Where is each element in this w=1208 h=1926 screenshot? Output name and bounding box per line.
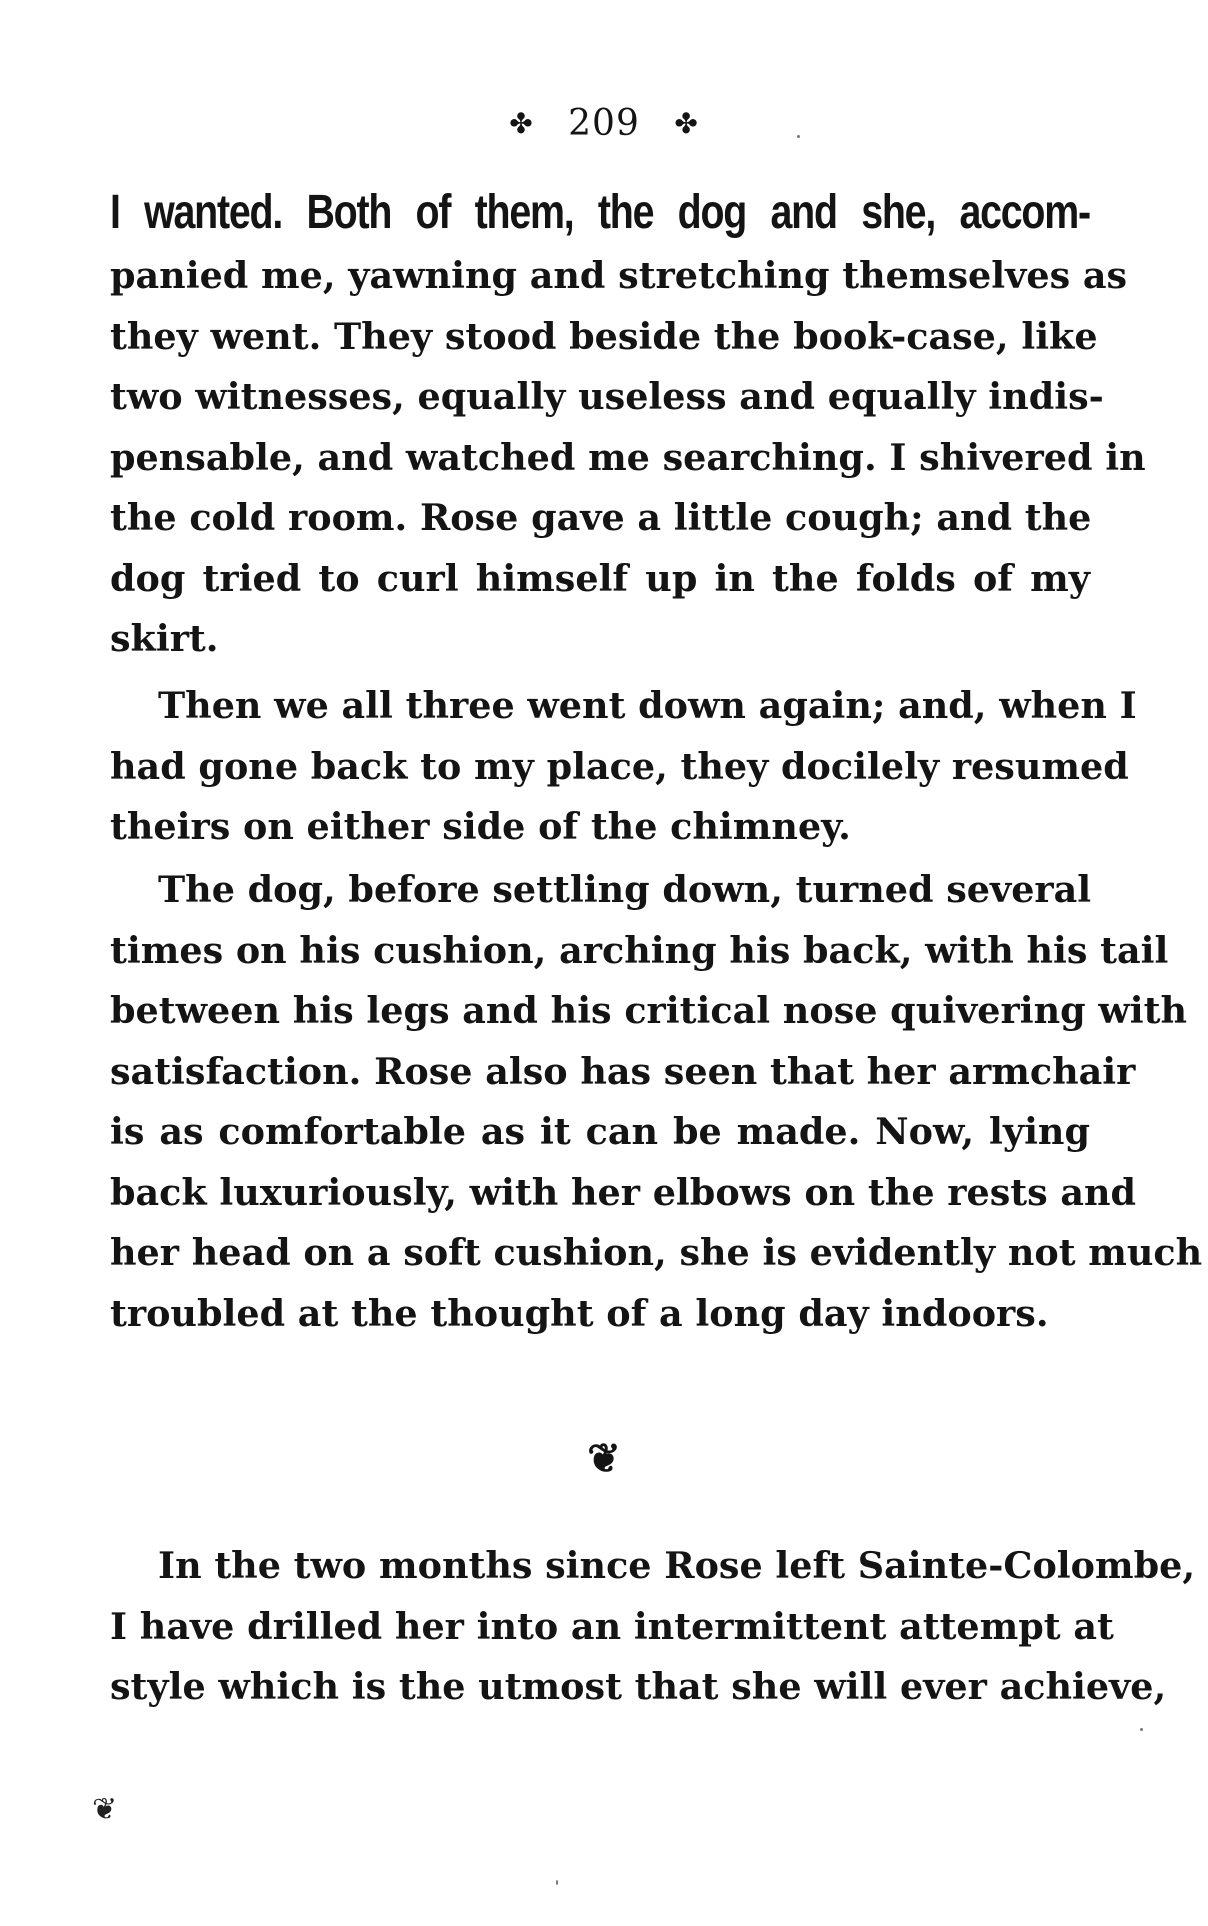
text-line: times on his cushion, arching his back, with his tail [110, 928, 1169, 972]
section-break-ornament-icon: ❦ [587, 1435, 621, 1482]
text-line: theirs on either side of the chimney. [110, 805, 851, 848]
text-line: had gone back to my place, they docilely resumed [110, 744, 1129, 788]
first-line: I wanted. Both of them, the dog and she, accom- [110, 186, 1090, 239]
text-line: they went. They stood beside the book-case, like [110, 314, 1098, 358]
text-line: her head on a soft cushion, she is evidently not much [110, 1231, 1203, 1274]
margin-flourish-icon: ❦ [92, 1792, 118, 1827]
scan-speck [556, 1880, 558, 1885]
scan-speck [797, 135, 800, 138]
paragraph [110, 860, 1203, 1344]
text-line: I have drilled her into an intermittent attempt at [110, 1604, 1114, 1648]
text-line: Then we all three went down again; and, when I [158, 684, 1137, 727]
text-line: dog tried to curl himself up in the folds of my [110, 556, 1090, 600]
text-line: two witnesses, equally useless and equally indis- [110, 375, 1104, 418]
text-line: the cold room. Rose gave a little cough; and the [110, 496, 1092, 539]
text-line: satisfaction. Rose also has seen that her armchair [110, 1049, 1136, 1093]
ornament-left-icon: ✤ [509, 106, 534, 140]
paragraph-continuation [110, 180, 1146, 670]
paragraph [110, 1536, 1196, 1718]
text-line: pensable, and watched me searching. I shivered in [110, 435, 1146, 479]
text-line: style which is the utmost that she will ever achieve, [110, 1665, 1167, 1708]
text-line: back luxuriously, with her elbows on the rests and [110, 1170, 1137, 1214]
running-header [0, 100, 1208, 144]
page-number: 209 [568, 102, 640, 144]
text-line: panied me, yawning and stretching themselves as [110, 254, 1128, 297]
text-line: skirt. [110, 617, 219, 660]
text-line: The dog, before settling down, turned several [158, 868, 1092, 911]
scan-speck [1140, 1728, 1143, 1731]
text-line: between his legs and his critical nose quivering with [110, 989, 1188, 1032]
text-line: troubled at the thought of a long day indoors. [110, 1291, 1049, 1335]
text-line: is as comfortable as it can be made. Now, lying [110, 1110, 1090, 1153]
paragraph [110, 676, 1137, 858]
text-line: In the two months since Rose left Sainte-Colombe, [158, 1544, 1196, 1587]
ornament-right-icon: ✤ [674, 106, 699, 140]
